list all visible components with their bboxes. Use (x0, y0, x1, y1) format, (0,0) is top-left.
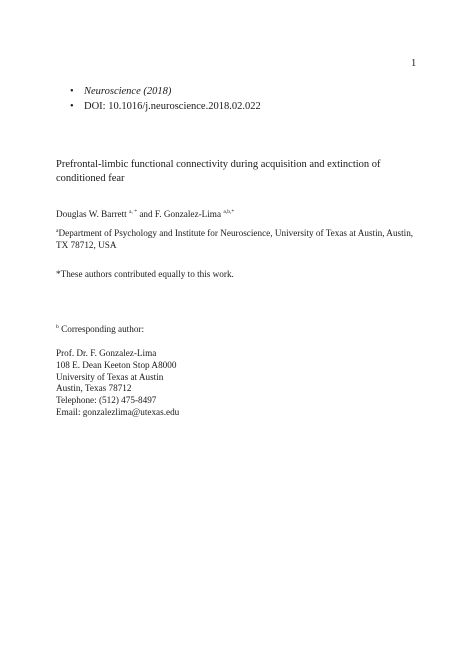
author-2-affiliation-marker: a,b,* (223, 208, 235, 215)
contact-telephone: Telephone: (512) 475-8497 (56, 395, 157, 406)
contact-block (56, 348, 179, 419)
author-1-affiliation-marker: a, * (128, 208, 138, 215)
equal-contribution-note: *These authors contributed equally to this work. (56, 269, 234, 279)
author-conjunction: and (139, 209, 153, 219)
contact-name: Prof. Dr. F. Gonzalez-Lima (56, 348, 157, 358)
author-line (56, 208, 234, 220)
contact-street: 108 E. Dean Keeton Stop A8000 (56, 359, 177, 370)
contact-institution: University of Texas at Austin (56, 371, 164, 382)
affiliation-text: Department of Psychology and Institute for Neuroscience, University of Texas at Austin, Austin, TX 78712, USA (56, 228, 414, 250)
contact-email: Email: gonzalezlima@utexas.edu (56, 406, 180, 417)
journal-name: Neuroscience (2018) (84, 86, 172, 97)
citation-journal (70, 84, 261, 99)
author-2-name: F. Gonzalez-Lima (154, 209, 222, 219)
bullet-icon: • (70, 86, 74, 97)
page-number: 1 (411, 58, 417, 69)
corresponding-marker: b (56, 323, 59, 330)
bullet-icon: • (70, 101, 74, 112)
author-1-name: Douglas W. Barrett (56, 209, 127, 219)
affiliation-marker: a (56, 227, 59, 234)
affiliation (56, 227, 416, 251)
corresponding-author-heading (56, 323, 144, 335)
citation-doi (70, 99, 261, 114)
doi-text: DOI: 10.1016/j.neuroscience.2018.02.022 (84, 101, 261, 112)
corresponding-label: Corresponding author: (61, 324, 145, 334)
citation-list (70, 84, 261, 114)
contact-city: Austin, Texas 78712 (56, 383, 132, 394)
paper-title: Prefrontal-limbic functional connectivity during acquisition and extinction of conditioned fear (56, 159, 381, 184)
